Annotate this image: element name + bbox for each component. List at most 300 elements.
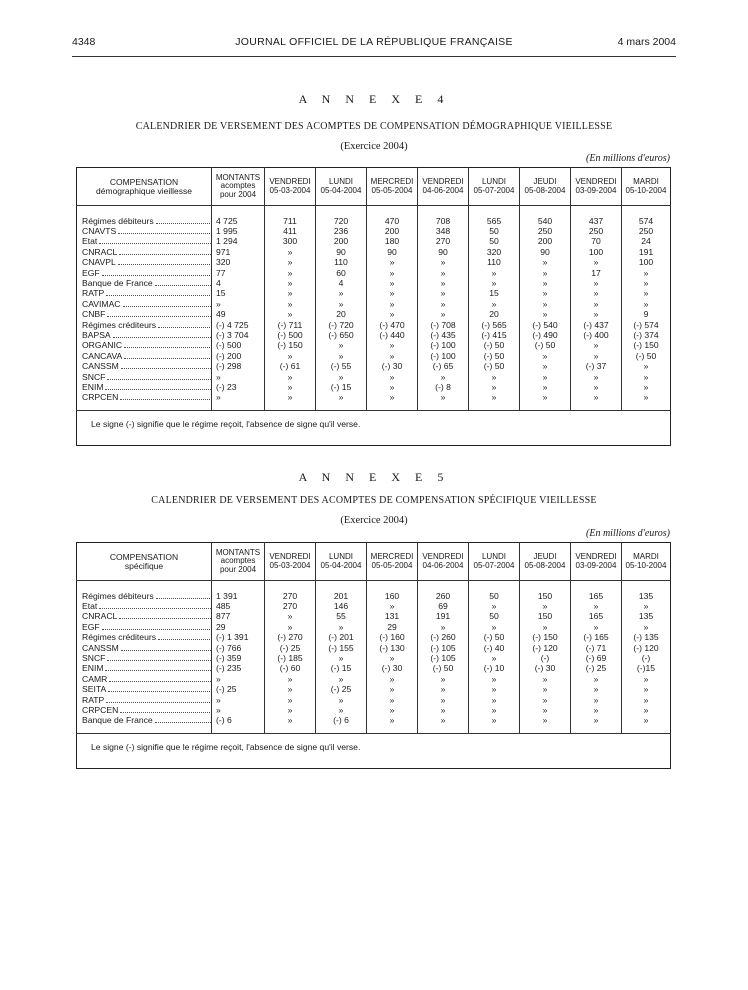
column-header-date <box>316 168 367 206</box>
value-cell: » <box>571 257 622 267</box>
value-cell: » <box>265 247 316 257</box>
value-cell: (-) <box>520 653 571 663</box>
value-cell: (-) 50 <box>418 663 469 673</box>
value-cell: » <box>367 695 418 705</box>
column-header-date <box>571 543 622 581</box>
column-header-date-value: 05-08-2004 <box>524 185 566 195</box>
spacer-cell <box>520 726 571 734</box>
value-cell: » <box>418 299 469 309</box>
dotted-leader <box>121 368 212 369</box>
column-header-date <box>418 168 469 206</box>
value-cell: » <box>265 299 316 309</box>
value-cell: » <box>520 601 571 611</box>
value-cell: (-) 30 <box>367 361 418 371</box>
value-cell: 100 <box>571 247 622 257</box>
table-row <box>77 372 671 382</box>
column-header-date-value: 05-04-2004 <box>320 185 362 195</box>
row-label-cell <box>77 684 212 694</box>
row-label: ENIM <box>82 382 104 392</box>
value-cell: (-) 150 <box>520 632 571 642</box>
value-cell: » <box>469 372 520 382</box>
spacer-cell <box>418 206 469 216</box>
value-cell: » <box>469 684 520 694</box>
spacer-cell <box>367 403 418 411</box>
value-cell: (-) 155 <box>316 643 367 653</box>
table-row <box>77 351 671 361</box>
column-header-date <box>469 543 520 581</box>
value-cell: (-) 10 <box>469 663 520 673</box>
dotted-leader <box>120 712 211 713</box>
total-cell: (-) 25 <box>212 684 265 694</box>
value-cell: (-) 720 <box>316 320 367 330</box>
spacer-cell <box>571 726 622 734</box>
annexe-4-exercice: (Exercice 2004) <box>340 141 408 152</box>
value-cell: 437 <box>571 216 622 226</box>
annexe-5-heading: A N N E X E 5 <box>298 470 450 484</box>
value-cell: (-) 15 <box>316 382 367 392</box>
total-cell: (-) 235 <box>212 663 265 673</box>
column-header-date <box>469 168 520 206</box>
value-cell: » <box>265 288 316 298</box>
value-cell: » <box>265 705 316 715</box>
row-label: ORGANIC <box>82 340 123 351</box>
total-cell: (-) 3 704 <box>212 330 265 340</box>
value-cell: 29 <box>367 622 418 632</box>
column-header-date-value: 05-08-2004 <box>524 560 566 570</box>
value-cell: 180 <box>367 236 418 246</box>
value-cell: » <box>520 674 571 684</box>
value-cell: » <box>520 351 571 361</box>
value-cell: (-)15 <box>622 663 671 673</box>
column-header-date-value: 05-10-2004 <box>625 185 667 195</box>
table-row <box>77 392 671 402</box>
column-header-date <box>520 543 571 581</box>
value-cell: » <box>265 382 316 392</box>
table-row <box>77 247 671 257</box>
value-cell: » <box>367 382 418 392</box>
value-cell: 250 <box>571 226 622 236</box>
value-cell: » <box>316 372 367 382</box>
row-label: SNCF <box>82 371 106 382</box>
annexe-4-title: CALENDRIER DE VERSEMENT DES ACOMPTES DE COMPENSATION DÉMOGRAPHIQUE VIEILLESSE <box>135 121 613 132</box>
spacer-cell <box>367 726 418 734</box>
column-header-day: MERCREDI <box>370 177 414 187</box>
annexe-5-unit: (En millions d'euros) <box>586 528 670 539</box>
value-cell: » <box>622 601 671 611</box>
column-header-total <box>212 543 265 581</box>
value-cell: » <box>622 674 671 684</box>
total-cell: 49 <box>212 309 265 319</box>
row-label-cell <box>77 705 212 715</box>
dotted-leader <box>99 243 211 244</box>
column-header-line: acomptes <box>220 181 256 191</box>
column-header-compensation <box>77 543 212 581</box>
row-label-cell <box>77 695 212 705</box>
value-cell: 540 <box>520 216 571 226</box>
spacer-cell <box>77 581 212 591</box>
value-cell: » <box>571 705 622 715</box>
value-cell: 191 <box>622 247 671 257</box>
value-cell: » <box>520 278 571 288</box>
row-label-cell <box>77 309 212 319</box>
value-cell: 20 <box>469 309 520 319</box>
column-header-total <box>212 168 265 206</box>
value-cell: » <box>367 653 418 663</box>
value-cell: 565 <box>469 216 520 226</box>
total-cell: (-) 500 <box>212 340 265 350</box>
row-label-cell <box>77 392 212 402</box>
table-row <box>77 382 671 392</box>
table-row <box>77 674 671 684</box>
value-cell: » <box>622 684 671 694</box>
row-label-cell <box>77 288 212 298</box>
dotted-leader <box>108 691 211 692</box>
value-cell: » <box>367 309 418 319</box>
value-cell: » <box>418 268 469 278</box>
row-label: CAVIMAC <box>82 298 121 309</box>
value-cell: » <box>571 622 622 632</box>
column-header-date <box>622 168 671 206</box>
value-cell: 90 <box>316 247 367 257</box>
row-label: Etat <box>82 236 98 247</box>
value-cell: (-) 160 <box>367 632 418 642</box>
value-cell: » <box>316 653 367 663</box>
total-cell: 1 294 <box>212 236 265 246</box>
row-label: Régimes créditeurs <box>82 632 157 643</box>
row-label: CNAVTS <box>82 225 117 236</box>
row-label: CNBF <box>82 309 106 320</box>
value-cell: (-) 105 <box>418 653 469 663</box>
row-label: SEITA <box>82 684 107 695</box>
spacer-cell <box>77 726 212 734</box>
row-label-cell <box>77 715 212 725</box>
table-row <box>77 705 671 715</box>
dotted-leader <box>120 399 211 400</box>
spacer-cell <box>418 726 469 734</box>
value-cell: » <box>469 278 520 288</box>
dotted-leader <box>156 598 212 599</box>
value-cell: 110 <box>469 257 520 267</box>
value-cell: » <box>469 705 520 715</box>
row-label-cell <box>77 236 212 246</box>
value-cell: (-) 55 <box>316 361 367 371</box>
spacer-row <box>77 581 671 591</box>
row-label: CNRACL <box>82 611 118 622</box>
value-cell: » <box>520 382 571 392</box>
value-cell: 69 <box>418 601 469 611</box>
table-row <box>77 361 671 371</box>
value-cell: 236 <box>316 226 367 236</box>
annexe-4-rows <box>77 206 671 403</box>
column-header-line: COMPENSATION <box>109 551 179 562</box>
table-row <box>77 684 671 694</box>
value-cell: (-) 25 <box>571 663 622 673</box>
row-label: Banque de France <box>82 715 153 726</box>
value-cell: (-) 120 <box>622 643 671 653</box>
dotted-leader <box>155 722 212 723</box>
value-cell: (-) 130 <box>367 643 418 653</box>
dotted-leader <box>99 608 211 609</box>
table-row <box>77 632 671 642</box>
row-label: CANSSM <box>82 642 119 653</box>
value-cell: 165 <box>571 611 622 621</box>
column-header-day: VENDREDI <box>575 552 617 562</box>
dotted-leader <box>124 358 211 359</box>
table-row <box>77 643 671 653</box>
value-cell: 50 <box>469 226 520 236</box>
value-cell: (-) 440 <box>367 330 418 340</box>
value-cell: 270 <box>265 591 316 601</box>
dotted-leader <box>106 295 211 296</box>
value-cell: » <box>418 674 469 684</box>
value-cell: 50 <box>469 236 520 246</box>
total-cell: » <box>212 392 265 402</box>
value-cell: (-) 150 <box>265 340 316 350</box>
value-cell: 60 <box>316 268 367 278</box>
column-header-date-value: 05-03-2004 <box>269 560 311 570</box>
value-cell: (-) 71 <box>571 643 622 653</box>
value-cell: » <box>622 361 671 371</box>
value-cell: » <box>418 309 469 319</box>
value-cell: (-) 415 <box>469 330 520 340</box>
total-cell: 971 <box>212 247 265 257</box>
value-cell: (-) 201 <box>316 632 367 642</box>
value-cell: » <box>622 392 671 402</box>
dotted-leader <box>123 306 212 307</box>
column-header-date-value: 05-05-2004 <box>371 560 413 570</box>
spacer-cell <box>469 206 520 216</box>
column-header-day: JEUDI <box>533 177 557 187</box>
spacer-cell <box>212 403 265 411</box>
column-header-line: acomptes <box>220 556 256 566</box>
value-cell: » <box>520 268 571 278</box>
value-cell: 201 <box>316 591 367 601</box>
page-header <box>72 36 676 54</box>
spacer-cell <box>469 403 520 411</box>
value-cell: » <box>571 715 622 725</box>
value-cell: (-) 15 <box>316 663 367 673</box>
value-cell: » <box>265 278 316 288</box>
value-cell: (-) 437 <box>571 320 622 330</box>
row-label: EGF <box>82 267 100 278</box>
value-cell: (-) 574 <box>622 320 671 330</box>
value-cell: » <box>571 340 622 350</box>
row-label-cell <box>77 361 212 371</box>
value-cell: » <box>622 382 671 392</box>
column-header-date-value: 05-05-2004 <box>371 185 413 195</box>
value-cell: 90 <box>367 247 418 257</box>
column-header-line: COMPENSATION <box>109 176 179 187</box>
total-cell: 1 995 <box>212 226 265 236</box>
row-label: Banque de France <box>82 277 153 288</box>
value-cell: 165 <box>571 591 622 601</box>
value-cell: 708 <box>418 216 469 226</box>
value-cell: » <box>520 705 571 715</box>
value-cell: » <box>622 705 671 715</box>
value-cell: (-) 540 <box>520 320 571 330</box>
value-cell: » <box>265 257 316 267</box>
total-cell: 485 <box>212 601 265 611</box>
row-label: RATP <box>82 694 105 705</box>
row-label: Régimes créditeurs <box>82 319 157 330</box>
value-cell: (-) 150 <box>622 340 671 350</box>
column-header-date-value: 03-09-2004 <box>575 560 617 570</box>
spacer-cell <box>571 206 622 216</box>
column-header-date-value: 05-04-2004 <box>320 560 362 570</box>
table-row <box>77 611 671 621</box>
value-cell: 711 <box>265 216 316 226</box>
table-row <box>77 653 671 663</box>
row-label-cell <box>77 257 212 267</box>
value-cell: 135 <box>622 591 671 601</box>
value-cell: » <box>571 601 622 611</box>
value-cell: (-) 105 <box>418 643 469 653</box>
value-cell: (-) 8 <box>418 382 469 392</box>
dotted-leader <box>107 660 211 661</box>
value-cell: (-) 69 <box>571 653 622 663</box>
dotted-leader <box>109 681 211 682</box>
value-cell: » <box>265 684 316 694</box>
row-label-cell <box>77 351 212 361</box>
dotted-leader <box>121 650 212 651</box>
value-cell: 470 <box>367 216 418 226</box>
value-cell: » <box>622 695 671 705</box>
row-label: ENIM <box>82 663 104 674</box>
value-cell: » <box>418 372 469 382</box>
spacer-cell <box>316 726 367 734</box>
value-cell: 4 <box>316 278 367 288</box>
total-cell: » <box>212 695 265 705</box>
value-cell: » <box>469 695 520 705</box>
value-cell: (-) 25 <box>265 643 316 653</box>
column-header-day: LUNDI <box>328 177 353 187</box>
column-header-date <box>520 168 571 206</box>
total-cell: 877 <box>212 611 265 621</box>
value-cell: » <box>622 288 671 298</box>
value-cell: » <box>469 653 520 663</box>
row-label-cell <box>77 611 212 621</box>
dotted-leader <box>106 702 211 703</box>
dotted-leader <box>107 316 211 317</box>
row-label: CAMR <box>82 673 108 684</box>
value-cell: » <box>622 715 671 725</box>
value-cell: » <box>520 299 571 309</box>
value-cell: 270 <box>418 236 469 246</box>
value-cell: » <box>520 257 571 267</box>
page-number: 4348 <box>72 36 96 48</box>
column-header-day: JEUDI <box>533 552 557 562</box>
value-cell: » <box>571 674 622 684</box>
table-row <box>77 268 671 278</box>
total-cell: (-) 766 <box>212 643 265 653</box>
value-cell: » <box>520 695 571 705</box>
table-row <box>77 288 671 298</box>
value-cell: » <box>469 299 520 309</box>
spacer-cell <box>212 726 265 734</box>
value-cell: 24 <box>622 236 671 246</box>
value-cell: » <box>622 278 671 288</box>
spacer-row <box>77 206 671 216</box>
row-label-cell <box>77 674 212 684</box>
value-cell: » <box>418 257 469 267</box>
value-cell: 110 <box>316 257 367 267</box>
column-header-line: MONTANTS <box>215 172 261 182</box>
table-row <box>77 278 671 288</box>
dotted-leader <box>119 618 211 619</box>
value-cell: (-) 100 <box>418 340 469 350</box>
value-cell: » <box>367 601 418 611</box>
value-cell: » <box>265 268 316 278</box>
row-label-cell <box>77 632 212 642</box>
table-row <box>77 320 671 330</box>
column-header-compensation <box>77 168 212 206</box>
annexe-4-heading: A N N E X E 4 <box>298 92 450 106</box>
value-cell: » <box>265 715 316 725</box>
column-header-date-value: 05-07-2004 <box>473 560 515 570</box>
spacer-cell <box>316 581 367 591</box>
value-cell: » <box>316 622 367 632</box>
column-header-day: VENDREDI <box>422 552 464 562</box>
column-header-day: LUNDI <box>328 552 353 562</box>
row-label-cell <box>77 622 212 632</box>
value-cell: » <box>367 684 418 694</box>
value-cell: » <box>316 392 367 402</box>
value-cell: (-) 120 <box>520 643 571 653</box>
value-cell: » <box>418 278 469 288</box>
value-cell: » <box>316 705 367 715</box>
value-cell: » <box>265 351 316 361</box>
value-cell: 200 <box>316 236 367 246</box>
value-cell: » <box>571 299 622 309</box>
column-header-date-value: 04-06-2004 <box>422 185 464 195</box>
dotted-leader <box>107 379 211 380</box>
annexe-5-table <box>76 542 671 769</box>
value-cell: » <box>367 299 418 309</box>
column-header-date-value: 05-03-2004 <box>269 185 311 195</box>
spacer-cell <box>418 581 469 591</box>
value-cell: » <box>367 392 418 402</box>
spacer-cell <box>418 403 469 411</box>
value-cell: » <box>316 299 367 309</box>
value-cell: » <box>571 372 622 382</box>
value-cell: (-) 270 <box>265 632 316 642</box>
value-cell: » <box>367 674 418 684</box>
table-row <box>77 257 671 267</box>
table-row <box>77 663 671 673</box>
value-cell: » <box>469 382 520 392</box>
dotted-leader <box>158 639 211 640</box>
row-label-cell <box>77 340 212 350</box>
column-header-day: VENDREDI <box>269 552 311 562</box>
total-cell: » <box>212 674 265 684</box>
table-row <box>77 330 671 340</box>
column-header-date-value: 03-09-2004 <box>575 185 617 195</box>
column-header-day: LUNDI <box>481 177 506 187</box>
table-row <box>77 591 671 601</box>
value-cell: (-) 435 <box>418 330 469 340</box>
row-label: CANCAVA <box>82 350 123 361</box>
value-cell: » <box>418 392 469 402</box>
value-cell: » <box>367 257 418 267</box>
value-cell: 270 <box>265 601 316 611</box>
value-cell: (-) 50 <box>469 351 520 361</box>
value-cell: (-) 470 <box>367 320 418 330</box>
spacer-row <box>77 726 671 734</box>
total-cell: » <box>212 299 265 309</box>
value-cell: » <box>469 622 520 632</box>
total-cell: (-) 1 391 <box>212 632 265 642</box>
value-cell: » <box>367 715 418 725</box>
